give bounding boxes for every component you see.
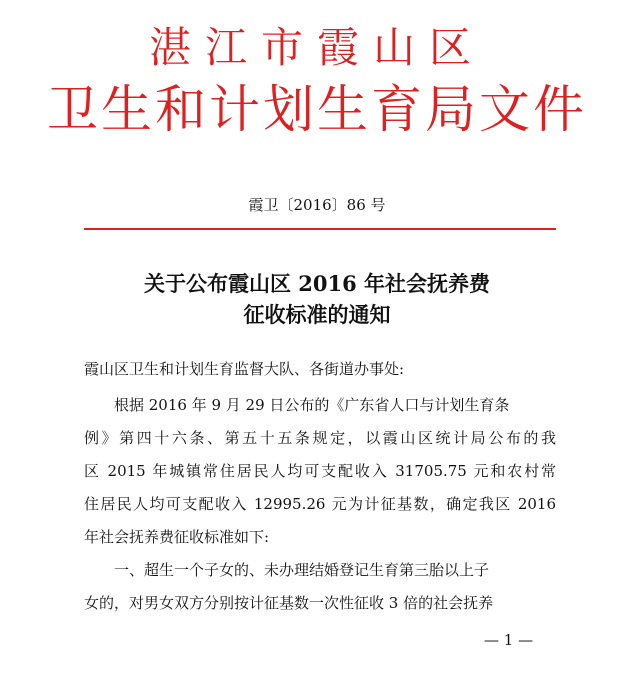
document-number: 霞卫〔2016〕86 号 [248, 196, 386, 214]
body-paragraph-line: 女的，对男女双方分别按计征基数一次性征收 3 倍的社会抚养 [84, 594, 494, 612]
title-line-2: 征收标准的通知 [243, 302, 391, 327]
salutation: 霞山区卫生和计划生育监督大队、各街道办事处: [84, 360, 405, 378]
red-divider-line [84, 228, 556, 230]
body-paragraph-line: 住居民人均可支配收入 12995.26 元为计征基数，确定我区 2016 [84, 495, 556, 513]
body-paragraph-line: 区 2015 年城镇常住居民人均可支配收入 31705.75 元和农村常 [84, 462, 556, 480]
body-paragraph-line: 例》第四十六条、第五十五条规定，以霞山区统计局公布的我 [84, 429, 556, 447]
title-line-1: 关于公布霞山区 2016 年社会抚养费 [143, 271, 491, 296]
body-paragraph-line: 一、超生一个子女的、未办理结婚登记生育第三胎以上子 [114, 561, 490, 579]
document-title [0, 268, 634, 330]
body-paragraph-line: 根据 2016 年 9 月 29 日公布的《广东省人口与计划生育条 [114, 396, 510, 414]
issuing-authority-line-1: 湛江市霞山区 [148, 23, 485, 72]
issuing-authority-line-2: 卫生和计划生育局文件 [46, 81, 587, 140]
body-paragraph-line: 年社会抚养费征收标准如下: [84, 528, 270, 546]
page-number: — 1 — [484, 631, 534, 649]
